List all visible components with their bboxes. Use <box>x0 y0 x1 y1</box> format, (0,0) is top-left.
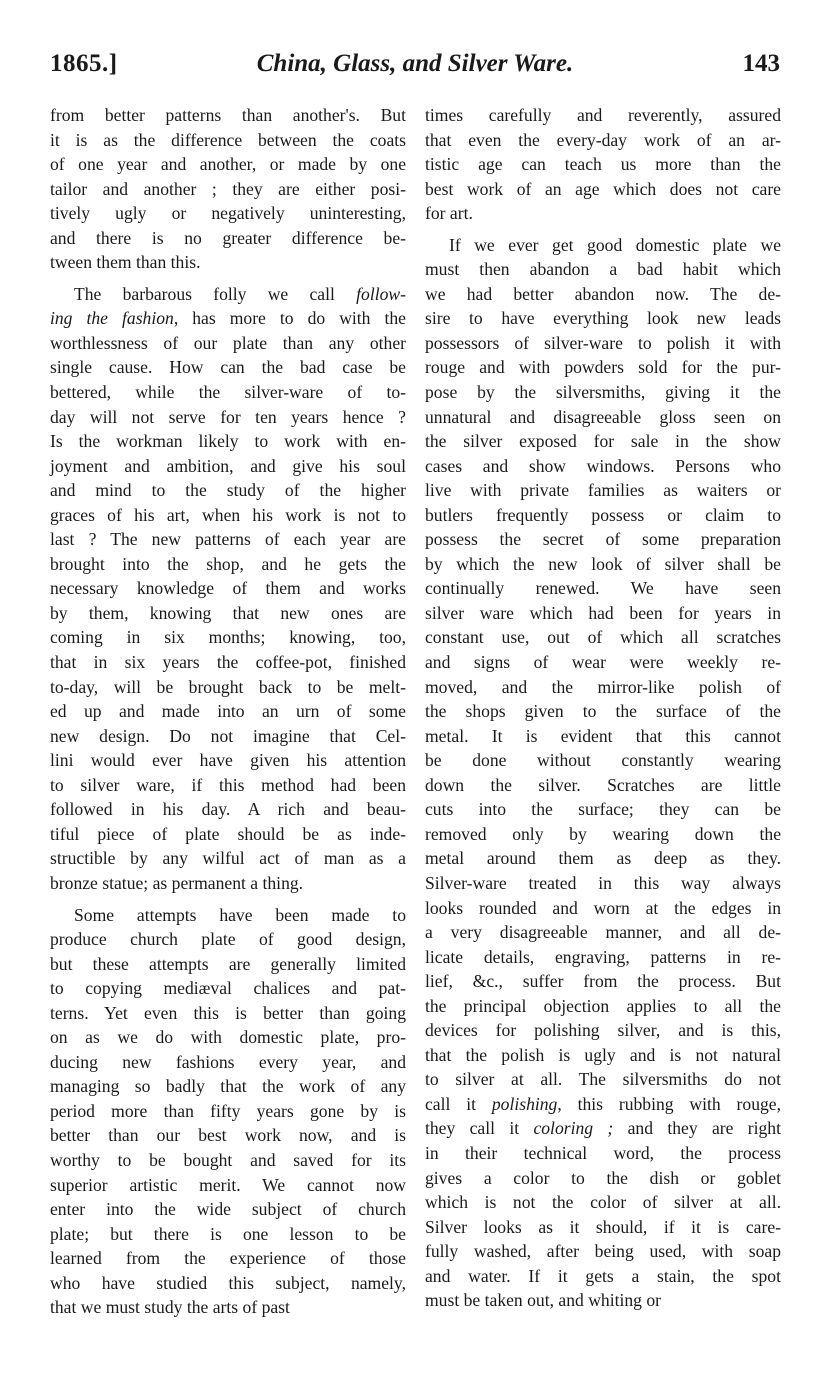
text-line: cases and show windows. Persons who <box>425 455 781 476</box>
text-line: period more than fifty years gone by is <box>50 1100 406 1121</box>
text-line: lini would ever have given his attention <box>50 750 406 771</box>
text-line: fully washed, after being used, with soap <box>425 1241 781 1262</box>
text-line: plate; but there is one lesson to be <box>50 1223 406 1244</box>
text-line: but these attempts are generally limited <box>50 953 406 974</box>
text-line: Silver-ware treated in this way always <box>425 872 781 893</box>
text-line: that even the every-day work of an ar- <box>425 129 781 150</box>
text-line: new design. Do not imagine that Cel- <box>50 725 406 746</box>
text-line: metal. It is evident that this cannot <box>425 725 781 746</box>
text-line: The barbarous folly we call follow- <box>74 283 406 304</box>
text-line: last ? The new patterns of each year are <box>50 529 406 550</box>
text-line: and signs of wear were weekly re- <box>425 652 781 673</box>
text-line: followed in his day. A rich and beau- <box>50 799 406 820</box>
text-line: devices for polishing silver, and is this, <box>425 1020 781 1041</box>
text-line: managing so badly that the work of any <box>50 1076 406 1097</box>
paragraph <box>50 903 406 1320</box>
text-line: bettered, while the silver-ware of to- <box>50 382 406 403</box>
text-line: by which the new look of silver shall be <box>425 553 781 574</box>
text-line: silver ware which had been for years in <box>425 602 781 623</box>
text-line: of one year and another, or made by one <box>50 154 406 175</box>
text-line: down the silver. Scratches are little <box>425 774 781 795</box>
text-line: to silver ware, if this method had been <box>50 774 406 795</box>
text-line: pose by the silversmiths, giving it the <box>425 382 781 403</box>
text-line: the principal objection applies to all the <box>425 995 781 1016</box>
text-line: in their technical word, the process <box>425 1142 781 1163</box>
left-column <box>50 103 406 1320</box>
text-line: cuts into the surface; they can be <box>425 799 781 820</box>
paragraph <box>50 103 406 275</box>
text-line: and mind to the study of the higher <box>50 480 406 501</box>
text-line: necessary knowledge of them and works <box>50 578 406 599</box>
text-line: which is not the color of silver at all. <box>425 1192 781 1213</box>
text-line: Some attempts have been made to <box>74 904 406 925</box>
text-line: coming in six months; knowing, too, <box>50 627 406 648</box>
paragraph <box>50 282 406 896</box>
text-line: to silver at all. The silversmiths do not <box>425 1069 781 1090</box>
text-line: worthy to be bought and saved for its <box>50 1149 406 1170</box>
header-title: China, Glass, and Silver Ware. <box>256 50 574 77</box>
text-line: enter into the wide subject of church <box>50 1199 406 1220</box>
text-line: possessors of silver-ware to polish it with <box>425 332 781 353</box>
text-line: Is the workman likely to work with en- <box>50 431 406 452</box>
paragraph <box>425 103 781 226</box>
text-line: by them, knowing that new ones are <box>50 602 406 623</box>
text-line: ed up and made into an urn of some <box>50 701 406 722</box>
text-line: butlers frequently possess or claim to <box>425 504 781 525</box>
text-line: continually renewed. We have seen <box>425 578 781 599</box>
text-line: who have studied this subject, namely, <box>50 1272 406 1293</box>
text-line: worthlessness of our plate than any other <box>50 332 406 353</box>
text-line: must be taken out, and whiting or <box>425 1290 662 1311</box>
text-line: moved, and the mirror-like polish of <box>425 676 781 697</box>
text-line: a very disagreeable manner, and all de- <box>425 922 781 943</box>
text-line: it is as the difference between the coats <box>50 129 406 150</box>
text-line: must then abandon a bad habit which <box>425 259 781 280</box>
text-line: joyment and ambition, and give his soul <box>50 455 406 476</box>
text-line: to-day, will be brought back to be melt- <box>50 676 406 697</box>
text-line: If we ever get good domestic plate we <box>449 234 781 255</box>
text-line: tistic age can teach us more than the <box>425 154 781 175</box>
text-line: structible by any wilful act of man as a <box>50 848 406 869</box>
text-line: Silver looks as it should, if it is care- <box>425 1216 781 1237</box>
text-line: single cause. How can the bad case be <box>50 357 406 378</box>
text-line: removed only by wearing down the <box>425 823 781 844</box>
text-line: live with private families as waiters or <box>425 480 781 501</box>
text-line: learned from the experience of those <box>50 1248 406 1269</box>
text-line: possess the secret of some preparation <box>425 529 781 550</box>
text-line: the silver exposed for sale in the show <box>425 431 781 452</box>
text-line: lief, &c., suffer from the process. But <box>425 971 781 992</box>
text-line: that the polish is ugly and is not natural <box>425 1044 781 1065</box>
text-line: best work of an age which does not care <box>425 178 781 199</box>
text-line: that we must study the arts of past <box>50 1297 290 1318</box>
text-line: graces of his art, when his work is not to <box>50 504 406 525</box>
header-year: 1865.] <box>50 50 118 77</box>
text-line: tailor and another ; they are either posi- <box>50 178 406 199</box>
text-line: terns. Yet even this is better than going <box>50 1002 406 1023</box>
text-line: gives a color to the dish or goblet <box>425 1167 781 1188</box>
text-line: ing the fashion, has more to do with the <box>50 308 406 329</box>
text-line: tween them than this. <box>50 252 201 273</box>
text-line: rouge and with powders sold for the pur- <box>425 357 781 378</box>
text-line: that in six years the coffee-pot, finished <box>50 652 406 673</box>
text-line: bronze statue; as permanent a thing. <box>50 872 304 893</box>
text-line: tively ugly or negatively uninteresting, <box>50 203 406 224</box>
text-line: from better patterns than another's. But <box>50 105 406 125</box>
right-column <box>425 103 781 1313</box>
text-line: and there is no greater difference be- <box>50 227 406 248</box>
text-line: for art. <box>425 203 473 224</box>
text-line: call it polishing, this rubbing with rouge, <box>425 1093 781 1114</box>
page-number: 143 <box>742 50 780 77</box>
text-line: day will not serve for ten years hence ? <box>50 406 406 427</box>
text-line: superior artistic merit. We cannot now <box>50 1174 406 1195</box>
text-line: sire to have everything look new leads <box>425 308 781 329</box>
text-line: on as we do with domestic plate, pro- <box>50 1027 406 1048</box>
paragraph <box>425 233 781 1313</box>
text-line: to copying mediæval chalices and pat- <box>50 978 406 999</box>
text-line: produce church plate of good design, <box>50 929 406 950</box>
text-line: and water. If it gets a stain, the spot <box>425 1265 781 1286</box>
text-line: we had better abandon now. The de- <box>425 283 781 304</box>
text-line: metal around them as deep as they. <box>425 848 781 869</box>
text-line: be done without constantly wearing <box>425 750 781 771</box>
text-line: ducing new fashions every year, and <box>50 1051 406 1072</box>
text-line: looks rounded and worn at the edges in <box>425 897 781 918</box>
text-line: constant use, out of which all scratches <box>425 627 781 648</box>
text-line: better than our best work now, and is <box>50 1125 406 1146</box>
text-line: tiful piece of plate should be as inde- <box>50 823 406 844</box>
text-line: unnatural and disagreeable gloss seen on <box>425 406 781 427</box>
text-line: licate details, engraving, patterns in re- <box>425 946 781 967</box>
text-line: times carefully and reverently, assured <box>425 105 781 125</box>
text-line: the shops given to the surface of the <box>425 701 781 722</box>
text-line: brought into the shop, and he gets the <box>50 553 406 574</box>
running-head <box>50 50 780 86</box>
text-line: they call it coloring ; and they are right <box>425 1118 781 1139</box>
